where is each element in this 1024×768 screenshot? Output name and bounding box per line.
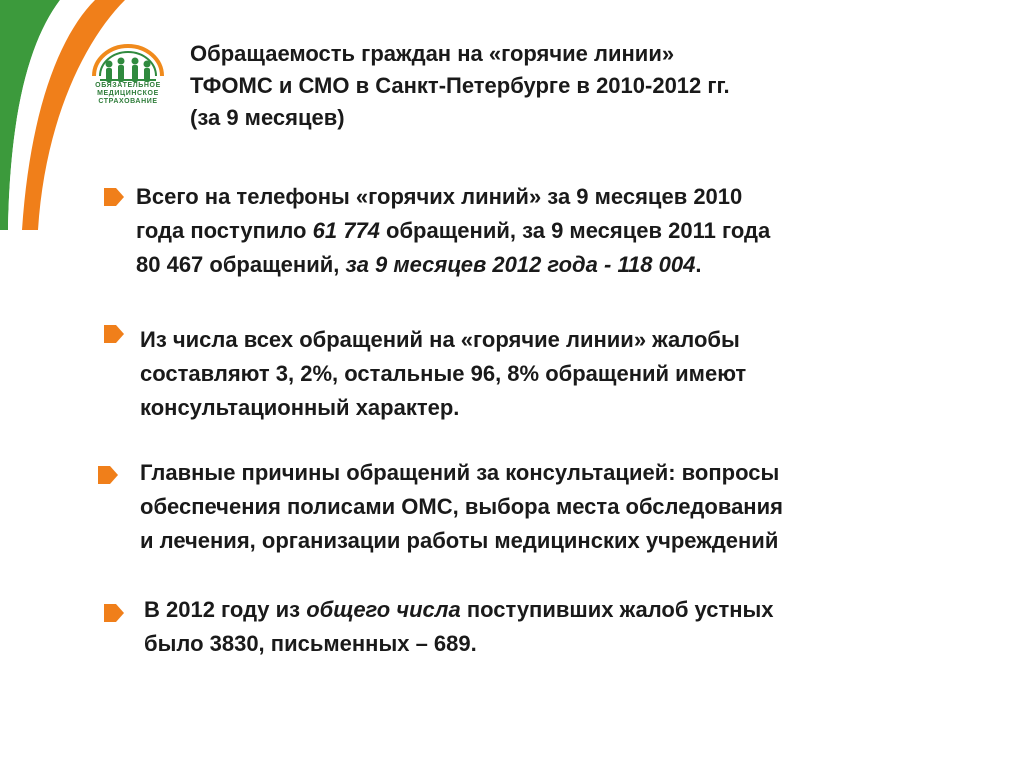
bullet-marker-icon	[98, 466, 118, 484]
bullet2-line2: составляют 3, 2%, остальные 96, 8% обращений имеют	[140, 361, 747, 386]
bullet-main-reasons	[140, 456, 980, 558]
bullet1-text: 80 467 обращений,	[136, 252, 346, 277]
bullet3-line3: и лечения, организации работы медицинских учреждений	[140, 528, 779, 553]
bullet4-line1	[144, 593, 984, 627]
bullet-marker-icon	[104, 325, 124, 343]
title-line-1: Обращаемость граждан на «горячие линии»	[190, 41, 675, 66]
bullet-total-calls	[136, 180, 976, 282]
bullet3-line2: обеспечения полисами ОМС, выбора места обследования	[140, 494, 783, 519]
logo-text-line1: ОБЯЗАТЕЛЬНОЕ	[95, 82, 161, 89]
logo-text-line2: МЕДИЦИНСКОЕ	[97, 90, 159, 97]
bullet4-line2: было 3830, письменных – 689.	[144, 631, 477, 656]
calls-2010-value: 61 774	[312, 218, 380, 243]
bullet1-line2	[136, 214, 976, 248]
bullet2-line3: консультационный характер.	[140, 395, 460, 420]
bullet2-line1: Из числа всех обращений на «горячие линии» жалобы	[140, 327, 740, 352]
bullet4-text: поступивших жалоб устных	[460, 597, 774, 622]
bullet-written-oral-complaints	[144, 593, 984, 661]
bullet1-text: .	[695, 252, 702, 277]
logo-text-line3: СТРАХОВАНИЕ	[98, 98, 158, 105]
title-line-2: ТФОМС и СМО в Санкт-Петербурге в 2010-2012 гг.	[190, 73, 730, 98]
bullet-marker-icon	[104, 604, 124, 622]
calls-2012-value: за 9 месяцев 2012 года - 118 004	[345, 252, 696, 277]
bullet1-text: обращений, за 9 месяцев 2011 года	[379, 218, 771, 243]
bullet1-line3	[136, 248, 976, 282]
title-line-3: (за 9 месяцев)	[190, 105, 345, 130]
bullet1-line1: Всего на телефоны «горячих линий» за 9 месяцев 2010	[136, 184, 743, 209]
bullet4-text: В 2012 году из	[144, 597, 307, 622]
bullet4-emphasis: общего числа	[306, 597, 461, 622]
bullet-complaints-share	[140, 323, 980, 425]
bullet1-text: года поступило	[136, 218, 313, 243]
slide-title	[190, 38, 990, 134]
bullet-marker-icon	[104, 188, 124, 206]
bullet3-line1: Главные причины обращений за консультацией: вопросы	[140, 460, 780, 485]
